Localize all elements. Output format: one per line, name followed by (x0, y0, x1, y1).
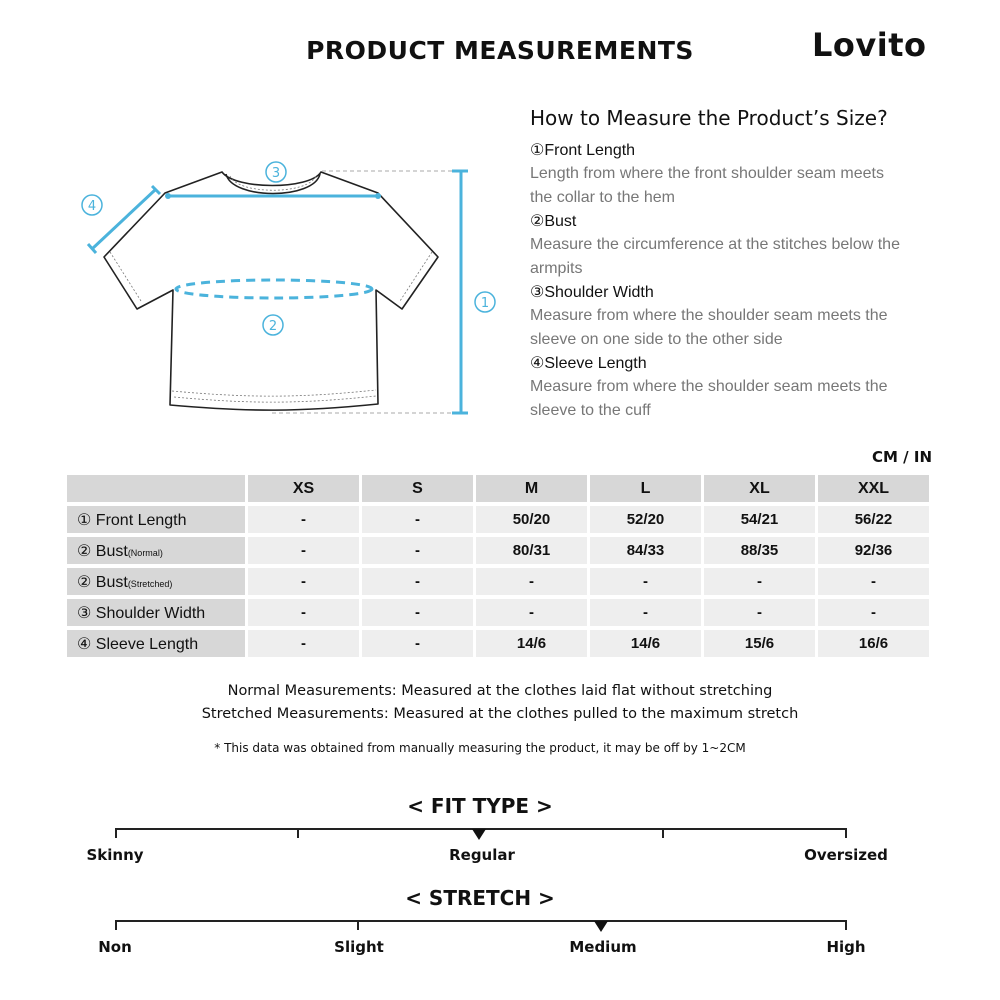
table-cell: 80/31 (476, 537, 587, 564)
stretch-tick (115, 920, 117, 930)
guide-front-length-desc: Length from where the front shoulder seam meets the collar to the hem (530, 165, 884, 206)
diagram-label-shoulder: 3 (271, 166, 281, 181)
note-stretched: Stretched Measurements: Measured at the clothes pulled to the maximum stretch (201, 706, 799, 722)
fit-label-oversized: Oversized (804, 846, 888, 864)
table-cell: 54/21 (704, 506, 815, 533)
stretch-tick (845, 920, 847, 930)
page-title: PRODUCT MEASUREMENTS (306, 36, 694, 65)
fit-type-tick (115, 828, 117, 838)
table-cell: 56/22 (818, 506, 929, 533)
table-cell: - (590, 568, 701, 595)
stretch-label-high: High (826, 938, 866, 956)
fit-type-title: < FIT TYPE > (407, 794, 553, 818)
table-cell: - (818, 568, 929, 595)
row-label: ④ Sleeve Length (67, 630, 245, 657)
table-cell: 88/35 (704, 537, 815, 564)
guide-sleeve-desc: Measure from where the shoulder seam meets the sleeve to the cuff (530, 378, 888, 419)
size-header: XL (704, 475, 815, 502)
table-row (67, 537, 929, 564)
table-cell: - (476, 568, 587, 595)
table-cell: - (248, 506, 359, 533)
table-cell: - (704, 599, 815, 626)
stretch-label-slight: Slight (334, 938, 384, 956)
table-cell: - (818, 599, 929, 626)
table-cell: 92/36 (818, 537, 929, 564)
guide-shoulder-title: ③Shoulder Width (530, 284, 654, 301)
stretch-label-medium: Medium (569, 938, 637, 956)
measure-guide (530, 106, 910, 424)
table-row (67, 599, 929, 626)
size-header: XXL (818, 475, 929, 502)
size-header: XS (248, 475, 359, 502)
stretch-tick (357, 920, 359, 930)
table-cell: - (248, 630, 359, 657)
guide-sleeve-title: ④Sleeve Length (530, 355, 647, 372)
table-cell: - (248, 599, 359, 626)
table-corner (67, 475, 245, 502)
table-cell: - (362, 506, 473, 533)
fit-type-tick (297, 828, 299, 838)
row-label: ① Front Length (67, 506, 245, 533)
table-cell: - (704, 568, 815, 595)
table-row (67, 506, 929, 533)
stretch-label-non: Non (98, 938, 132, 956)
size-table (64, 471, 932, 661)
note-normal: Normal Measurements: Measured at the clothes laid flat without stretching (227, 683, 773, 699)
table-cell: 84/33 (590, 537, 701, 564)
table-cell: 16/6 (818, 630, 929, 657)
table-cell: 15/6 (704, 630, 815, 657)
row-label: ② Bust(Normal) (67, 537, 245, 564)
fit-label-skinny: Skinny (86, 846, 144, 864)
unit-label: CM / IN (872, 448, 932, 466)
stretch-title: < STRETCH > (405, 886, 555, 910)
stretch-scale (115, 920, 847, 922)
table-cell: - (362, 537, 473, 564)
table-cell: - (248, 537, 359, 564)
guide-bust-desc: Measure the circumference at the stitches below the armpits (530, 236, 900, 277)
guide-front-length-title: ①Front Length (530, 142, 636, 159)
guide-heading: How to Measure the Product’s Size? (530, 106, 888, 130)
note-disclaimer: * This data was obtained from manually measuring the product, it may be off by 1~2CM (214, 741, 746, 755)
t-shirt-icon (70, 150, 510, 430)
size-header: S (362, 475, 473, 502)
size-header: M (476, 475, 587, 502)
stretch-marker (594, 921, 608, 932)
table-cell: - (362, 599, 473, 626)
diagram-label-sleeve: 4 (87, 199, 97, 214)
table-cell: - (362, 568, 473, 595)
fit-type-marker (472, 829, 486, 840)
row-label: ② Bust(Stretched) (67, 568, 245, 595)
table-cell: - (476, 599, 587, 626)
brand-logo: Lovito (812, 26, 927, 64)
table-header-row (67, 475, 929, 502)
fit-label-regular: Regular (449, 846, 515, 864)
fit-type-tick (662, 828, 664, 838)
diagram-label-length: 1 (480, 296, 490, 311)
guide-bust-title: ②Bust (530, 213, 577, 230)
table-row (67, 630, 929, 657)
table-row (67, 568, 929, 595)
row-label: ③ Shoulder Width (67, 599, 245, 626)
table-cell: 52/20 (590, 506, 701, 533)
table-cell: 14/6 (590, 630, 701, 657)
fit-type-tick (845, 828, 847, 838)
table-cell: - (248, 568, 359, 595)
diagram-label-bust: 2 (268, 319, 278, 334)
table-cell: - (362, 630, 473, 657)
table-cell: - (590, 599, 701, 626)
guide-shoulder-desc: Measure from where the shoulder seam meets the sleeve on one side to the other side (530, 307, 888, 348)
table-cell: 50/20 (476, 506, 587, 533)
table-cell: 14/6 (476, 630, 587, 657)
size-header: L (590, 475, 701, 502)
